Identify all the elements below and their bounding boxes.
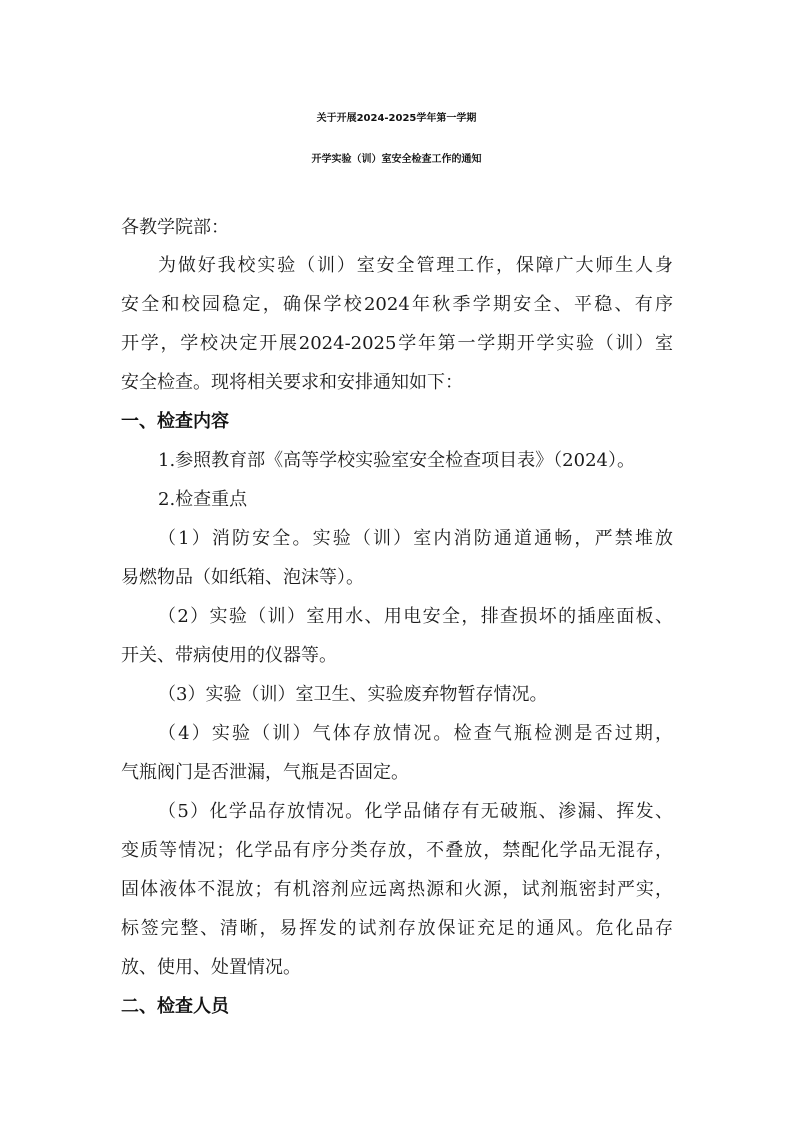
document-title-line-1: 关于开展2024-2025学年第一学期 <box>316 113 477 124</box>
section-heading-inspection-content: 一、检查内容 <box>121 411 229 432</box>
key-point-water-electricity: （2）实验（训）室用水、用电安全，排查损坏的插座面板、 <box>158 606 673 627</box>
intro-line: 安全和校园稳定，确保学校2024年秋季学期安全、平稳、有序 <box>121 294 673 315</box>
intro-line: 开学，学校决定开展2024-2025学年第一学期开学实验（训）室 <box>121 333 673 354</box>
key-point-water-electricity: 开关、带病使用的仪器等。 <box>121 645 337 666</box>
key-point-chemical-storage: （5）化学品存放情况。化学品储存有无破瓶、渗漏、挥发、 <box>158 801 673 822</box>
key-point-hygiene-waste: （3）实验（训）室卫生、实验废弃物暂存情况。 <box>158 684 548 705</box>
list-item-key-points: 2.检查重点 <box>158 489 248 510</box>
section-heading-inspection-staff: 二、检查人员 <box>121 996 229 1017</box>
key-point-fire-safety: （1）消防安全。实验（训）室内消防通道通畅，严禁堆放 <box>158 528 673 549</box>
intro-line: 为做好我校实验（训）室安全管理工作，保障广大师生人身 <box>158 255 673 276</box>
key-point-chemical-storage: 放、使用、处置情况。 <box>121 957 301 978</box>
salutation: 各教学院部： <box>121 217 229 238</box>
document-title-line-2: 开学实验（训）室安全检查工作的通知 <box>311 154 482 165</box>
key-point-chemical-storage: 标签完整、清晰，易挥发的试剂存放保证充足的通风。危化品存 <box>121 918 673 939</box>
key-point-chemical-storage: 固体液体不混放；有机溶剂应远离热源和火源，试剂瓶密封严实， <box>121 879 673 900</box>
intro-line: 安全检查。现将相关要求和安排通知如下： <box>121 372 463 393</box>
key-point-chemical-storage: 变质等情况；化学品有序分类存放，不叠放，禁配化学品无混存， <box>121 840 673 861</box>
key-point-fire-safety: 易燃物品（如纸箱、泡沫等）。 <box>121 567 364 588</box>
key-point-gas-storage: （4）实验（训）气体存放情况。检查气瓶检测是否过期， <box>158 723 673 744</box>
list-item-reference: 1.参照教育部《高等学校实验室安全检查项目表》（2024）。 <box>158 450 635 471</box>
key-point-gas-storage: 气瓶阀门是否泄漏，气瓶是否固定。 <box>121 762 409 783</box>
